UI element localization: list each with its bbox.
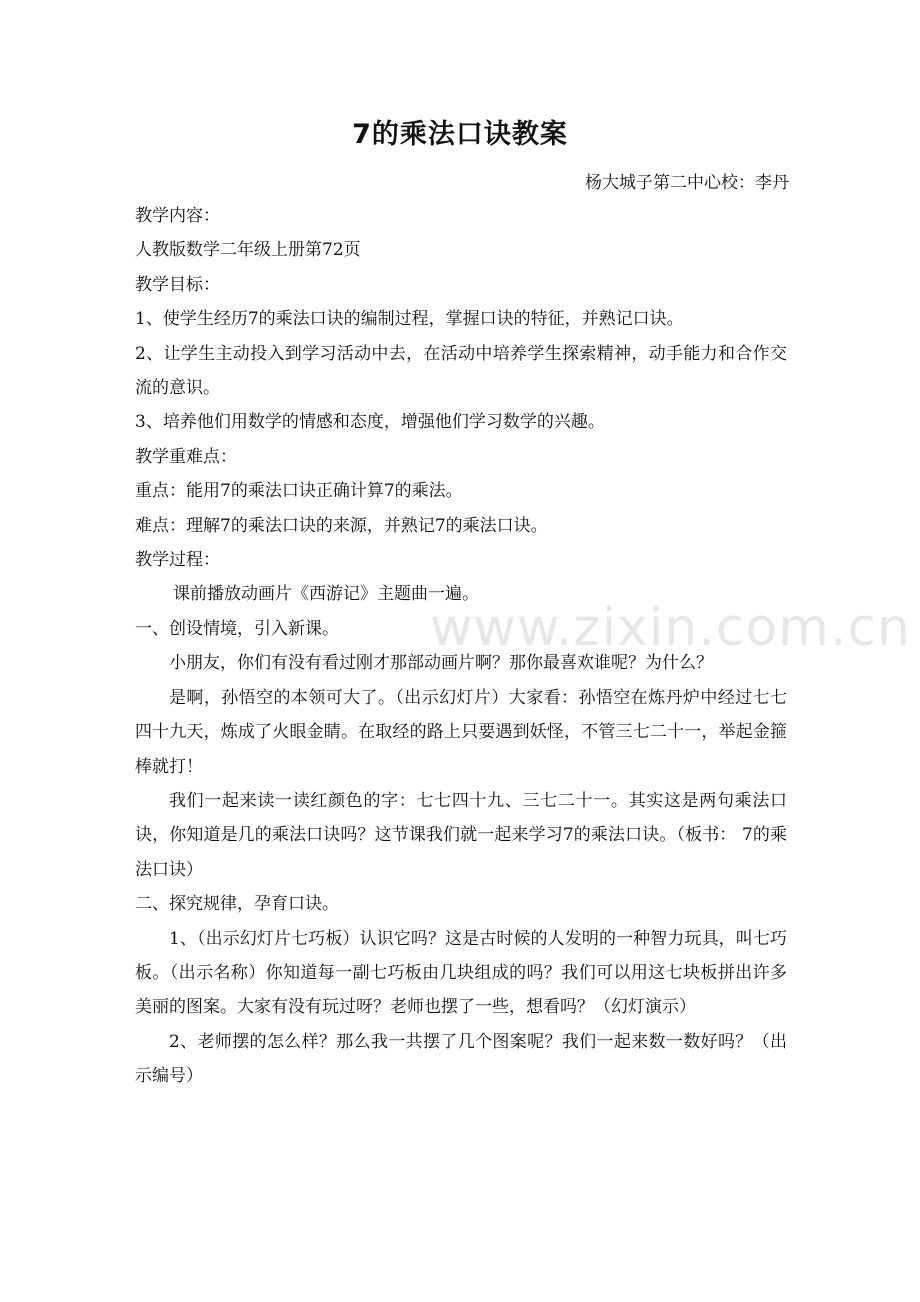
paragraph-textbook: 人教版数学二年级上册第72页 — [135, 240, 361, 261]
paragraph-read-together: 我们一起来读一读红颜色的字：七七四十九、三七二十一。其实这是两句乘法口诀，你知道是几的乘法口诀吗？这节课我们就一起来学习7的乘法口诀。（板书： 7的乘法口诀） — [135, 790, 787, 880]
author-line: 杨大城子第二中心校：李丹 — [585, 173, 789, 193]
heading-teaching-process: 教学过程： — [135, 550, 220, 571]
section-heading-2: 二、探究规律，孕育口诀。 — [135, 894, 339, 915]
goal-item-3: 3、培养他们用数学的情感和态度，增强他们学习数学的兴趣。 — [135, 412, 605, 433]
goal-item-2: 2、让学生主动投入到学习活动中去，在活动中培养学生探索精神，动手能力和合作交流的意识。 — [135, 343, 787, 399]
paragraph-pre-class: 课前播放动画片《西游记》主题曲一遍。 — [173, 584, 479, 605]
heading-key-difficult-points: 教学重难点： — [135, 446, 237, 467]
difficult-point: 难点：理解7的乘法口诀的来源，并熟记7的乘法口诀。 — [135, 515, 548, 536]
heading-teaching-goals: 教学目标： — [135, 274, 220, 295]
goal-item-1: 1、使学生经历7的乘法口诀的编制过程，掌握口诀的特征，并熟记口诀。 — [135, 309, 684, 330]
paragraph-tangram: 1、（出示幻灯片七巧板）认识它吗？这是古时候的人发明的一种智力玩具，叫七巧板。（出示名称）你知道每一副七巧板由几块组成的吗？我们可以用这七块板拼出许多美丽的图案。大家有没有玩过呀？老师也摆了一些，想看吗？（幻灯演示） — [135, 928, 787, 1018]
paragraph-question: 小朋友，你们有没有看过刚才那部动画片啊？那你最喜欢谁呢？为什么？ — [169, 653, 713, 674]
section-heading-1: 一、创设情境，引入新课。 — [135, 618, 339, 639]
paragraph-monkey-king: 是啊，孙悟空的本领可大了。（出示幻灯片）大家看：孙悟空在炼丹炉中经过七七四十九天，炼成了火眼金睛。在取经的路上只要遇到妖怪，不管三七二十一，举起金箍棒就打！ — [135, 687, 787, 777]
key-point: 重点：能用7的乘法口诀正确计算7的乘法。 — [135, 481, 463, 502]
document-title: 7的乘法口诀教案 — [352, 119, 568, 150]
paragraph-count-patterns: 2、老师摆的怎么样？那么我一共摆了几个图案呢？我们一起来数一数好吗？（出示编号） — [135, 1031, 787, 1087]
document-body — [135, 199, 787, 1094]
watermark-text: www.zixin.com.cn — [430, 598, 911, 658]
heading-teaching-content: 教学内容： — [135, 206, 220, 226]
